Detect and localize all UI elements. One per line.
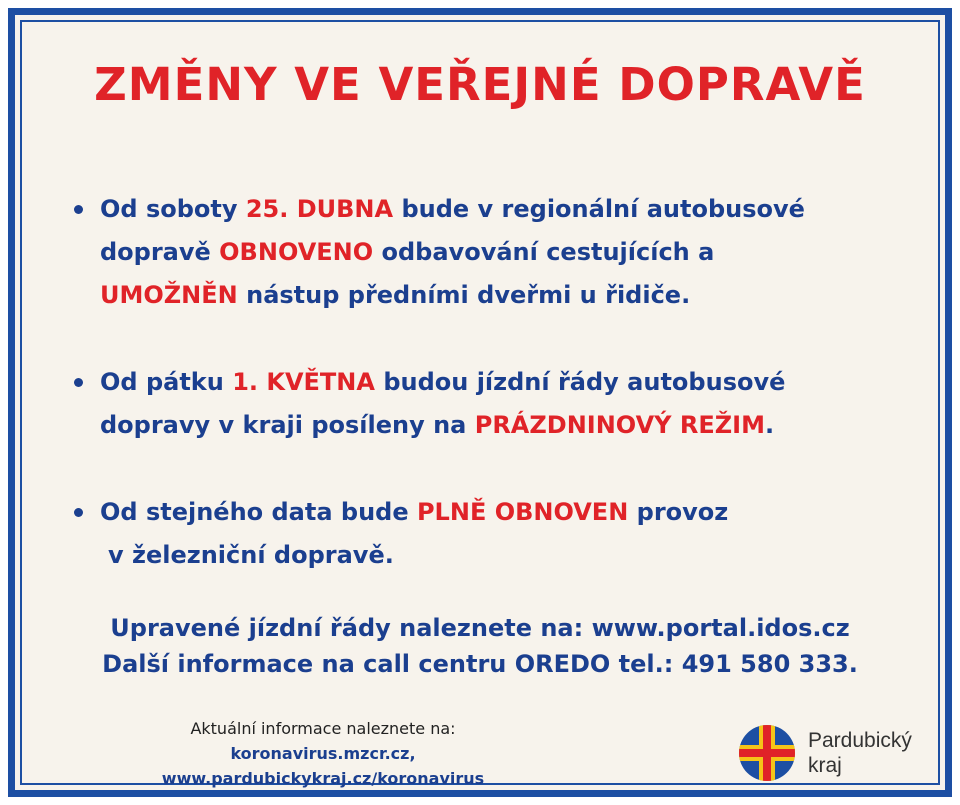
poster-title: ZMĚNY VE VEŘEJNÉ DOPRAVĚ (94, 58, 866, 111)
bullet-list (68, 188, 888, 577)
bullet-item-3 (68, 491, 888, 577)
footer-link-kraj[interactable]: www.pardubickykraj.cz/koronavirus (161, 769, 485, 788)
bullet-line: dopravě OBNOVENO odbavování cestujících a (100, 238, 715, 266)
highlight: PLNĚ OBNOVEN (416, 498, 629, 526)
bullet-item-1 (68, 188, 888, 317)
highlight: PRÁZDNINOVÝ REŽIM (474, 411, 765, 439)
bullet-line: dopravy v kraji posíleny na PRÁZDNINOVÝ REŽIM. (100, 411, 775, 439)
bullet-line: v železniční dopravě. (108, 541, 394, 569)
brand-logo-block (738, 724, 938, 784)
footer-link-mzcr[interactable]: koronavirus.mzcr.cz, (230, 744, 416, 763)
bullet-dot-icon (74, 205, 83, 214)
bullet-line: UMOŽNĚN nástup předními dveřmi u řidiče. (100, 281, 691, 309)
footer-caption: Aktuální informace naleznete na: (190, 719, 456, 738)
highlight: 1. KVĚTNA (232, 368, 375, 396)
pardubice-region-cross-icon (738, 724, 796, 782)
bullet-line: Od pátku 1. KVĚTNA budou jízdní řády autobusové (100, 368, 786, 396)
highlight: UMOŽNĚN (100, 281, 238, 309)
brand-name: Pardubický kraj (808, 729, 912, 777)
bullet-dot-icon (74, 508, 83, 517)
highlight: 25. DUBNA (245, 195, 394, 223)
bullet-line: Od soboty 25. DUBNA bude v regionální autobusové (100, 195, 805, 223)
timetable-line: Upravené jízdní řády naleznete na: www.portal.idos.cz (110, 614, 850, 642)
bullet-item-2 (68, 361, 888, 447)
footer-info (128, 716, 518, 791)
bullet-line: Od stejného data bude PLNĚ OBNOVEN provoz (100, 498, 729, 526)
bullet-dot-icon (74, 378, 83, 387)
highlight: OBNOVENO (219, 238, 374, 266)
callcentre-line: Další informace na call centru OREDO tel.: 491 580 333. (102, 650, 858, 678)
info-block (8, 610, 952, 682)
